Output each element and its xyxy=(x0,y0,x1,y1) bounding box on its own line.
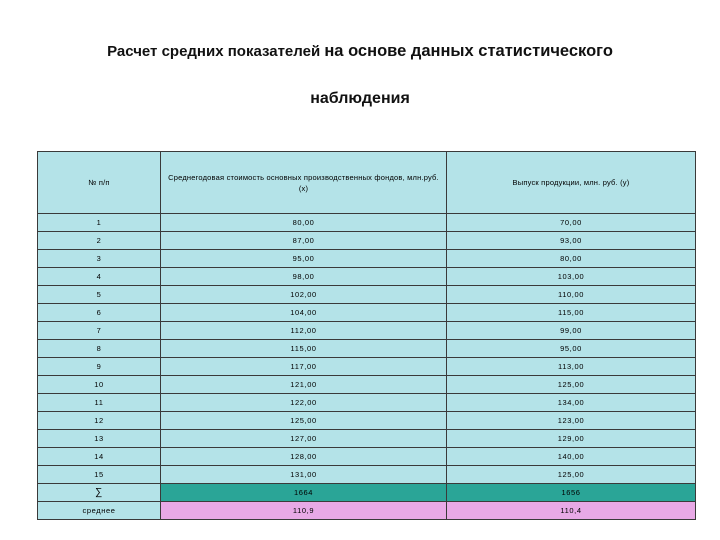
average-output-value: 110,4 xyxy=(447,502,696,520)
table-row xyxy=(38,412,696,430)
table-row xyxy=(38,340,696,358)
row-number: 1 xyxy=(38,214,161,232)
table-row xyxy=(38,268,696,286)
page-title-line-2: наблюдения xyxy=(310,90,410,107)
row-output-value: 70,00 xyxy=(447,214,696,232)
table-row xyxy=(38,466,696,484)
row-output-value: 95,00 xyxy=(447,340,696,358)
row-funds-value: 95,00 xyxy=(161,250,447,268)
table-row xyxy=(38,304,696,322)
row-output-value: 113,00 xyxy=(447,358,696,376)
table-row xyxy=(38,376,696,394)
row-number: 4 xyxy=(38,268,161,286)
row-funds-value: 131,00 xyxy=(161,466,447,484)
table-row xyxy=(38,250,696,268)
row-output-value: 125,00 xyxy=(447,376,696,394)
row-funds-value: 102,00 xyxy=(161,286,447,304)
row-number: 14 xyxy=(38,448,161,466)
table-row xyxy=(38,394,696,412)
row-funds-value: 104,00 xyxy=(161,304,447,322)
table-row xyxy=(38,430,696,448)
row-output-value: 99,00 xyxy=(447,322,696,340)
row-output-value: 103,00 xyxy=(447,268,696,286)
row-number: 5 xyxy=(38,286,161,304)
row-funds-value: 87,00 xyxy=(161,232,447,250)
sum-output-value: 1656 xyxy=(447,484,696,502)
table-row xyxy=(38,286,696,304)
row-funds-value: 121,00 xyxy=(161,376,447,394)
average-label: среднее xyxy=(38,502,161,520)
row-funds-value: 128,00 xyxy=(161,448,447,466)
table-row xyxy=(38,358,696,376)
title-part-1: Расчет средних показателей xyxy=(107,43,325,60)
header-funds: Среднегодовая стоимость основных производственных фондов, млн.руб. (x) xyxy=(161,152,447,214)
table-row xyxy=(38,214,696,232)
table-row xyxy=(38,448,696,466)
sum-row xyxy=(38,484,696,502)
row-output-value: 125,00 xyxy=(447,466,696,484)
average-row xyxy=(38,502,696,520)
row-funds-value: 112,00 xyxy=(161,322,447,340)
row-number: 2 xyxy=(38,232,161,250)
title-part-2: на основе данных статистического xyxy=(324,42,613,60)
row-number: 11 xyxy=(38,394,161,412)
row-number: 15 xyxy=(38,466,161,484)
row-funds-value: 80,00 xyxy=(161,214,447,232)
row-number: 9 xyxy=(38,358,161,376)
row-number: 13 xyxy=(38,430,161,448)
row-number: 12 xyxy=(38,412,161,430)
row-output-value: 123,00 xyxy=(447,412,696,430)
table-row xyxy=(38,322,696,340)
row-output-value: 80,00 xyxy=(447,250,696,268)
row-funds-value: 98,00 xyxy=(161,268,447,286)
row-number: 10 xyxy=(38,376,161,394)
row-output-value: 110,00 xyxy=(447,286,696,304)
row-output-value: 140,00 xyxy=(447,448,696,466)
row-output-value: 93,00 xyxy=(447,232,696,250)
row-output-value: 129,00 xyxy=(447,430,696,448)
sum-label: ∑ xyxy=(38,484,161,502)
row-funds-value: 125,00 xyxy=(161,412,447,430)
row-funds-value: 115,00 xyxy=(161,340,447,358)
table-row xyxy=(38,232,696,250)
sum-funds-value: 1664 xyxy=(161,484,447,502)
row-number: 8 xyxy=(38,340,161,358)
row-output-value: 134,00 xyxy=(447,394,696,412)
row-output-value: 115,00 xyxy=(447,304,696,322)
row-funds-value: 117,00 xyxy=(161,358,447,376)
row-funds-value: 127,00 xyxy=(161,430,447,448)
page-title xyxy=(0,42,720,61)
table-header-row xyxy=(38,152,696,214)
average-funds-value: 110,9 xyxy=(161,502,447,520)
row-funds-value: 122,00 xyxy=(161,394,447,412)
row-number: 6 xyxy=(38,304,161,322)
statistics-table xyxy=(37,151,696,520)
header-output: Выпуск продукции, млн. руб. (y) xyxy=(447,152,696,214)
row-number: 7 xyxy=(38,322,161,340)
header-number: № п/п xyxy=(38,152,161,214)
row-number: 3 xyxy=(38,250,161,268)
